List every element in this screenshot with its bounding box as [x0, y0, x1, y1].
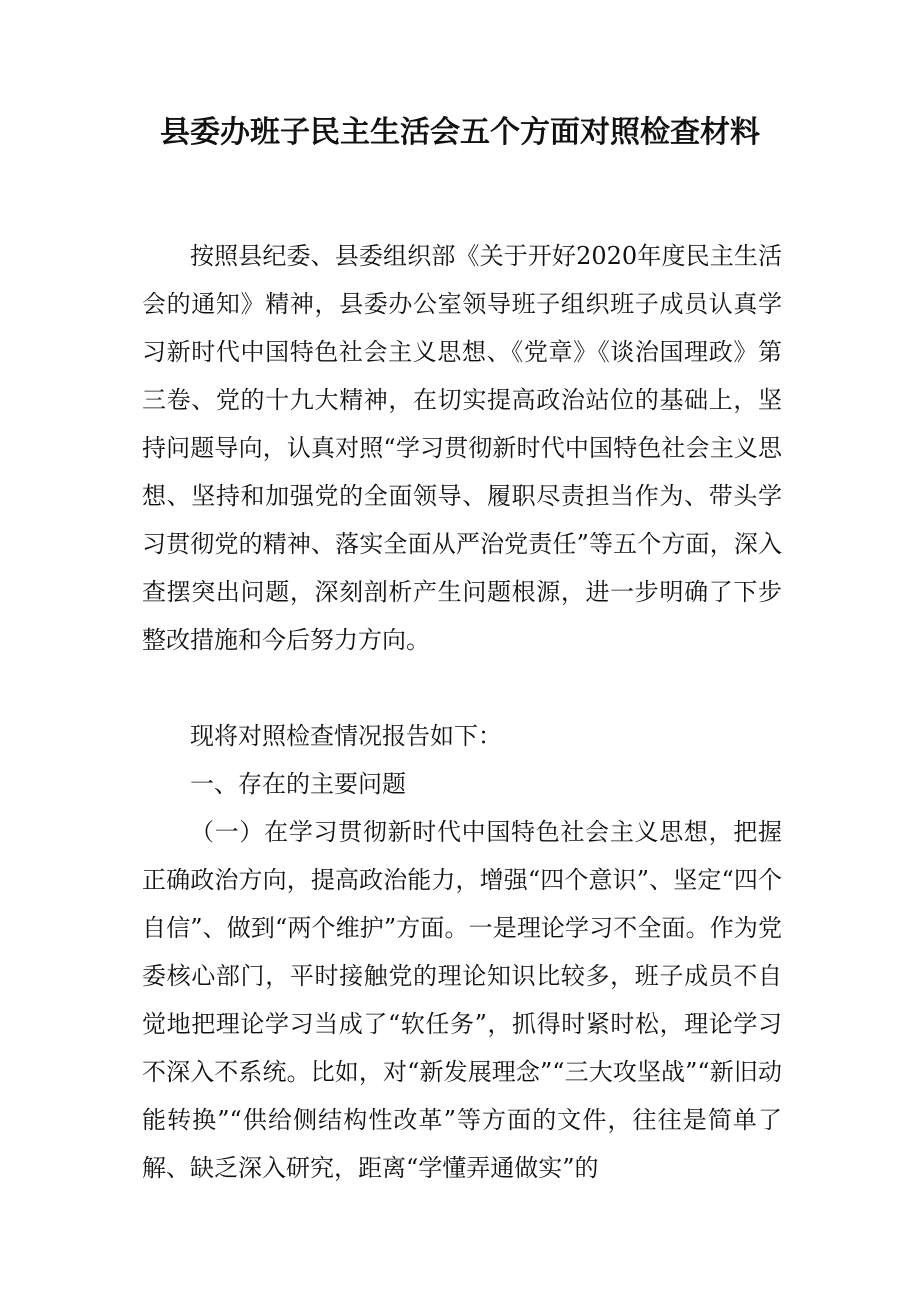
subsection-paragraph: （一）在学习贯彻新时代中国特色社会主义思想，把握正确政治方向，提高政治能力，增强“四个意识”、坚定“四个自信”、做到“两个维护”方面。一是理论学习不全面。作为党委核心部门，平时接触党的理论知识比较多，班子成员不自觉地把理论学习当成了“软任务”，抓得时紧时松，理论学习不深入不系统。比如，对“新发展理念”“三大攻坚战”“新旧动能转换”“供给侧结构性改革”等方面的文件，往往是简单了解、缺乏深入研究，距离“学懂弄通做实”的	[142, 818, 782, 1182]
section-heading: 一、存在的主要问题	[190, 770, 406, 798]
report-lead-paragraph: 现将对照检查情况报告如下：	[190, 722, 502, 750]
intro-paragraph: 按照县纪委、县委组织部《关于开好2020年度民主生活会的通知》精神，县委办公室领导班子组织班子成员认真学习新时代中国特色社会主义思想、《党章》《谈治国理政》第三卷、党的十九大精神，在切实提高政治站位的基础上，坚持问题导向，认真对照“学习贯彻新时代中国特色社会主义思想、坚持和加强党的全面领导、履职尽责担当作为、带头学习贯彻党的精神、落实全面从严治党责任”等五个方面，深入查摆突出问题，深刻剖析产生问题根源，进一步明确了下步整改措施和今后努力方向。	[142, 242, 782, 654]
document-title: 县委办班子民主生活会五个方面对照检查材料	[160, 115, 760, 150]
